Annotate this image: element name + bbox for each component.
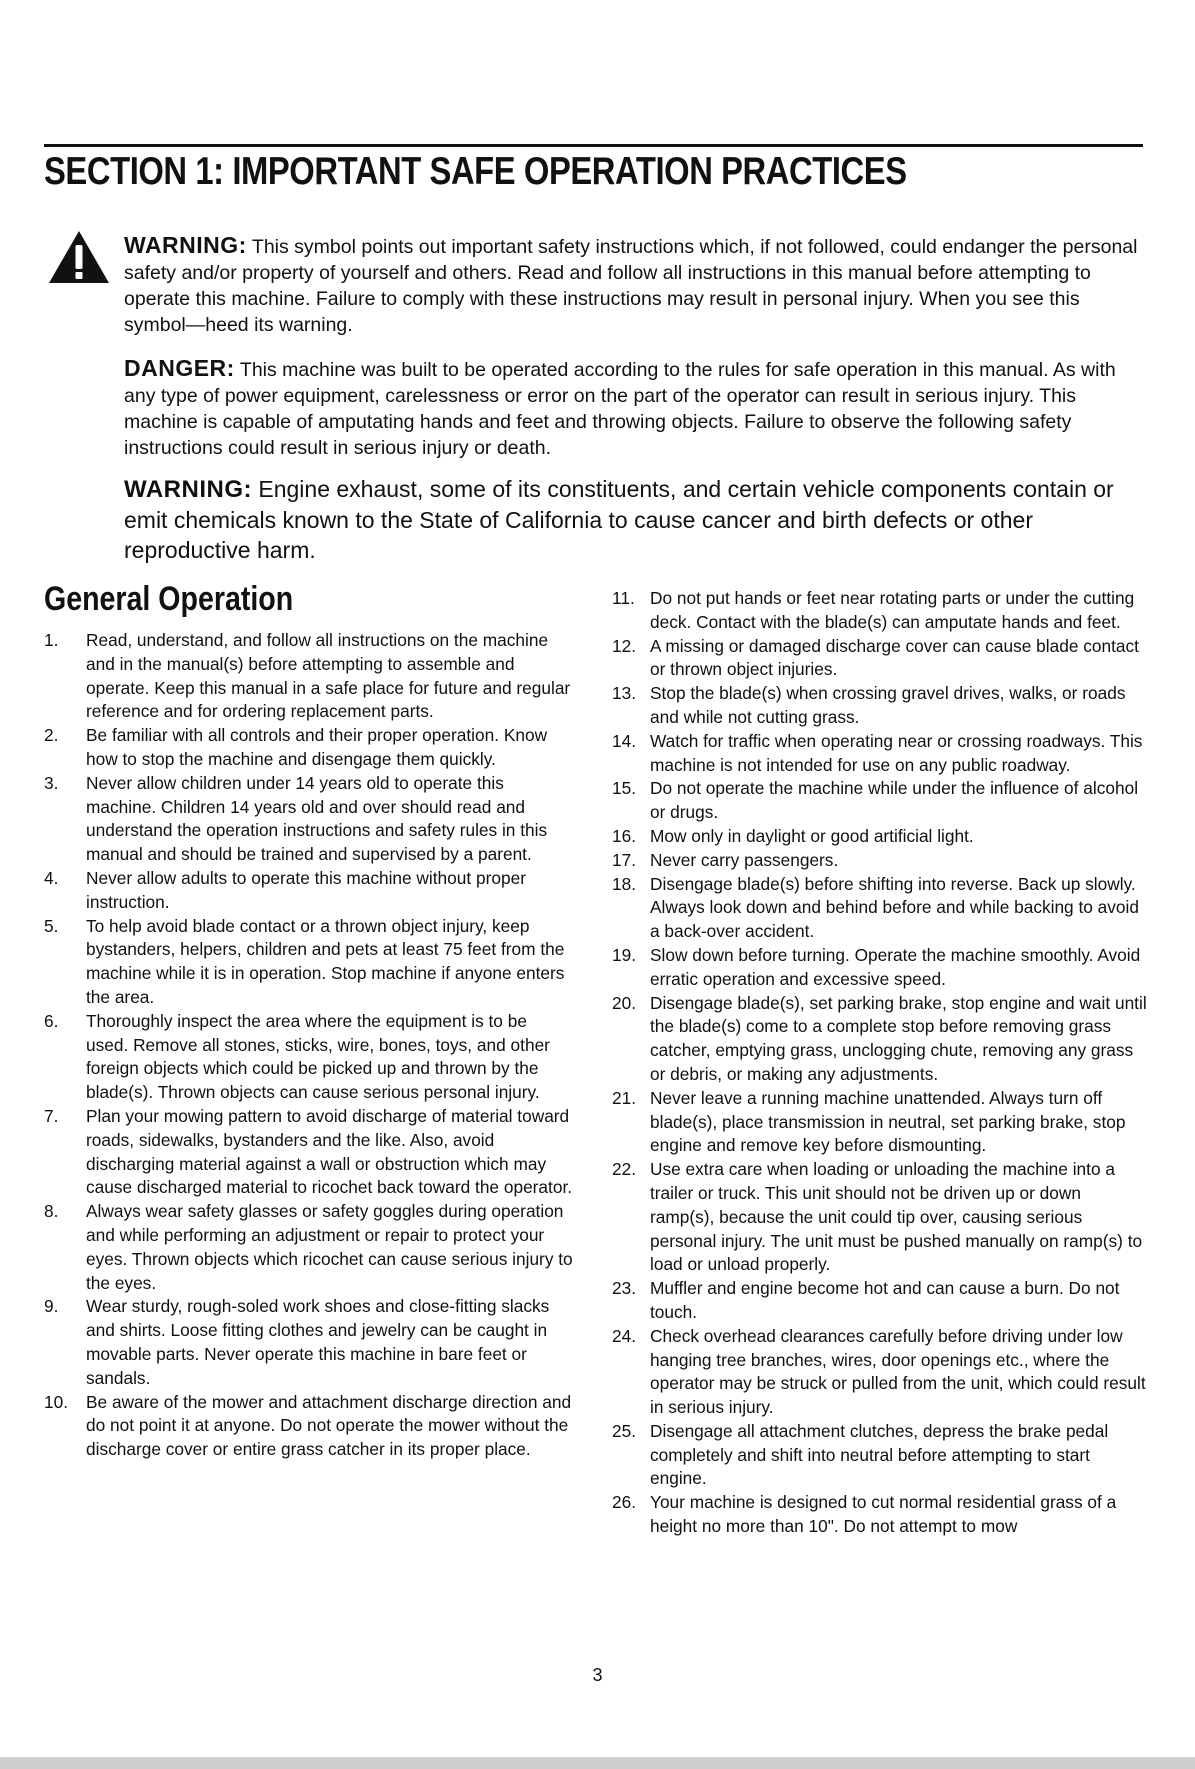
- item-text: Stop the blade(s) when crossing gravel drives, walks, or roads and while not cutting grass.: [650, 683, 1126, 727]
- list-item: [44, 1010, 574, 1105]
- list-item: [612, 777, 1147, 825]
- section-rule: [44, 144, 1143, 147]
- item-number: 7.: [44, 1105, 59, 1126]
- item-number: 11.: [612, 588, 635, 608]
- item-text: Wear sturdy, rough-soled work shoes and close-fitting slacks and shirts. Loose fitting clothes and jewelry can be caught in movable parts. Never operate this machine in bare feet or sandals.: [86, 1296, 550, 1388]
- item-number: 10.: [44, 1391, 69, 1412]
- item-number: 2.: [44, 725, 59, 746]
- item-number: 25.: [612, 1420, 637, 1441]
- list-item: [612, 825, 1147, 849]
- item-number: 4.: [44, 867, 59, 888]
- item-number: 21.: [612, 1087, 637, 1108]
- item-text: Never allow adults to operate this machine without proper instruction.: [86, 867, 526, 912]
- item-number: 15.: [612, 778, 637, 799]
- item-text: Mow only in daylight or good artificial light.: [650, 825, 974, 846]
- item-text: Be aware of the mower and attachment discharge direction and do not point it at anyone. Do not operate the mower without the discharge cover or entire grass catcher in its proper place.: [86, 1391, 572, 1460]
- notice-lead: DANGER:: [124, 355, 235, 381]
- list-item: [612, 730, 1147, 778]
- item-number: 1.: [44, 630, 59, 650]
- item-text: Do not operate the machine while under the influence of alcohol or drugs.: [650, 778, 1139, 823]
- operation-list-left: [44, 629, 574, 1462]
- list-item: [612, 992, 1147, 1087]
- general-operation-heading: General Operation: [44, 580, 294, 618]
- item-number: 6.: [44, 1010, 59, 1031]
- list-item: [612, 944, 1147, 992]
- list-item: [612, 1420, 1147, 1491]
- item-number: 23.: [612, 1278, 637, 1299]
- item-number: 24.: [612, 1325, 637, 1346]
- list-item: [612, 682, 1147, 730]
- item-number: 13.: [612, 683, 637, 704]
- list-item: [612, 1158, 1147, 1277]
- item-number: 22.: [612, 1159, 637, 1180]
- item-text: Do not put hands or feet near rotating parts or under the cutting deck. Contact with the blade(s) can amputate hands and feet.: [650, 588, 1135, 632]
- list-item: [612, 1491, 1147, 1539]
- notice-warning-symbol: [124, 232, 1144, 338]
- list-item: [44, 1295, 574, 1390]
- item-text: Always wear safety glasses or safety goggles during operation and while performing an adjustment or repair to protect your eyes. Thrown objects which ricochet can cause serious injury to the eyes.: [86, 1201, 573, 1293]
- item-text: Never allow children under 14 years old to operate this machine. Children 14 years old and over should read and understand the operation instructions and safety rules in this manual and should be trained and supervised by a parent.: [86, 772, 548, 865]
- notice-danger: [124, 355, 1144, 461]
- list-item: [44, 629, 574, 724]
- item-number: 17.: [612, 849, 637, 870]
- item-text: Read, understand, and follow all instructions on the machine and in the manual(s) before attempting to assemble and operate. Keep this manual in a safe place for future and regular reference and for ordering replacement parts.: [86, 630, 571, 722]
- notice-lead: WARNING:: [124, 476, 252, 503]
- item-text: Muffler and engine become hot and can cause a burn. Do not touch.: [650, 1278, 1120, 1322]
- item-number: 3.: [44, 772, 59, 793]
- list-item: [44, 1200, 574, 1295]
- list-item: [612, 849, 1147, 873]
- notice-text: Engine exhaust, some of its constituents, and certain vehicle components contain or emit chemicals known to the State of California to cause cancer and birth defects or other reproductive harm.: [124, 476, 1114, 563]
- list-item: [612, 1277, 1147, 1325]
- item-text: Your machine is designed to cut normal residential grass of a height no more than 10". Do not attempt to mow: [650, 1492, 1117, 1537]
- notice-text: This symbol points out important safety instructions which, if not followed, could endanger the personal safety and/or property of yourself and others. Read and follow all instructions in this manual before attempting to operate this machine. Failure to comply with these instructions may result in personal injury. When you see this symbol—heed its warning.: [124, 236, 1138, 336]
- operation-list-right: [612, 587, 1147, 1539]
- item-text: Check overhead clearances carefully before driving under low hanging tree branches, wires, door openings etc., where the operator may be struck or pulled from the unit, which could result in serious injury.: [650, 1325, 1146, 1418]
- item-number: 19.: [612, 944, 637, 965]
- notice-lead: WARNING:: [124, 232, 247, 258]
- item-text: Slow down before turning. Operate the machine smoothly. Avoid erratic operation and excessive speed.: [650, 944, 1141, 989]
- item-text: To help avoid blade contact or a thrown object injury, keep bystanders, helpers, children and pets at least 75 feet from the machine while it is in operation. Stop machine if anyone enters the area.: [86, 915, 565, 1007]
- item-text: Thoroughly inspect the area where the equipment is to be used. Remove all stones, sticks, wire, bones, toys, and other foreign objects which could be picked up and thrown by the blade(s). Thrown objects can cause serious personal injury.: [86, 1010, 550, 1103]
- notice-warning-california: [124, 474, 1144, 565]
- item-text: Disengage blade(s) before shifting into reverse. Back up slowly. Always look down and behind before and while backing to avoid a back-over accident.: [650, 873, 1139, 942]
- item-text: Plan your mowing pattern to avoid discharge of material toward roads, sidewalks, bystanders and the like. Also, avoid discharging material against a wall or obstruction which may cause discharged material to ricochet back toward the operator.: [86, 1105, 573, 1198]
- item-text: Be familiar with all controls and their proper operation. Know how to stop the machine and disengage them quickly.: [86, 725, 548, 769]
- list-item: [44, 1105, 574, 1200]
- section-title: SECTION 1: IMPORTANT SAFE OPERATION PRACTICES: [44, 150, 907, 193]
- item-number: 9.: [44, 1296, 59, 1317]
- item-text: Disengage blade(s), set parking brake, stop engine and wait until the blade(s) come to a complete stop before removing grass catcher, emptying grass, unclogging chute, removing any grass or debris, or making any adjustments.: [650, 992, 1147, 1084]
- item-text: Use extra care when loading or unloading the machine into a trailer or truck. This unit should not be driven up or down ramp(s), because the unit could tip over, causing serious personal injury. The unit must be pushed manually on ramp(s) to load or unload properly.: [650, 1159, 1143, 1275]
- list-item: [612, 587, 1147, 635]
- list-item: [44, 915, 574, 1010]
- list-item: [612, 873, 1147, 944]
- list-item: [612, 1087, 1147, 1158]
- item-text: Watch for traffic when operating near or crossing roadways. This machine is not intended for use on any public roadway.: [650, 730, 1143, 775]
- item-number: 16.: [612, 825, 637, 846]
- list-item: [612, 1325, 1147, 1420]
- item-number: 20.: [612, 992, 637, 1013]
- notice-text: This machine was built to be operated according to the rules for safe operation in this manual. As with any type of power equipment, carelessness or error on the part of the operator can result in serious injury. This machine is capable of amputating hands and feet and throwing objects. Failure to observe the following safety instructions could result in serious injury or death.: [124, 359, 1116, 459]
- item-number: 8.: [44, 1201, 59, 1222]
- list-item: [44, 1391, 574, 1462]
- item-number: 18.: [612, 873, 637, 894]
- item-number: 26.: [612, 1492, 637, 1513]
- item-text: Never carry passengers.: [650, 849, 839, 870]
- list-item: [612, 635, 1147, 683]
- page-number: 3: [592, 1665, 603, 1685]
- list-item: [44, 772, 574, 867]
- item-number: 12.: [612, 635, 637, 656]
- item-number: 14.: [612, 730, 637, 751]
- list-item: [44, 724, 574, 772]
- item-text: Never leave a running machine unattended. Always turn off blade(s), place transmission in neutral, set parking brake, stop engine and remove key before dismounting.: [650, 1087, 1126, 1156]
- item-text: Disengage all attachment clutches, depress the brake pedal completely and shift into neutral before attempting to start engine.: [650, 1420, 1109, 1489]
- warning-triangle-icon: [48, 230, 110, 284]
- item-number: 5.: [44, 915, 59, 936]
- list-item: [44, 867, 574, 915]
- scan-edge: [0, 1757, 1195, 1769]
- item-text: A missing or damaged discharge cover can cause blade contact or thrown object injuries.: [650, 635, 1139, 680]
